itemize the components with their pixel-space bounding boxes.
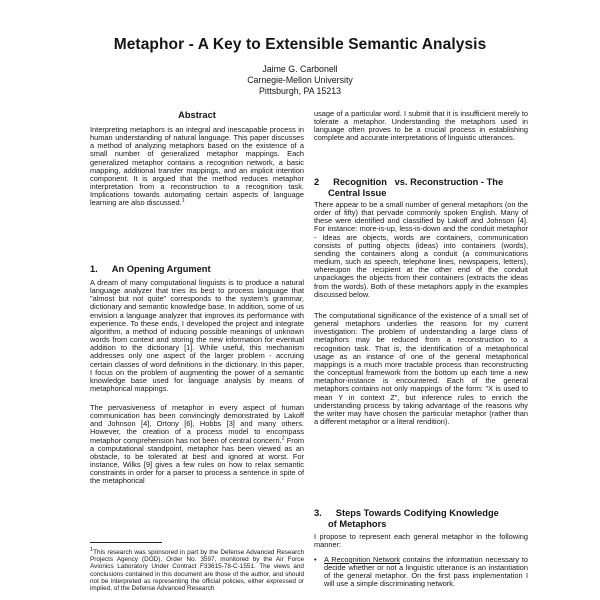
abstract-footnote-mark: 1 [181, 197, 185, 204]
section2-paragraph-1: There appear to be a small number of general metaphors (on the order of fifty) that pervade commonly spoken English. Many of these were identified and classified by Lakoff and Johnson [4]. For instance: more-is-up, less-is-down and the conduit metaphor - Ideas are objects, words are containers, communication consists of putting objects (ideas) into containers (words), sending the containers along a conduit (a communications medium, such as speech, telephone lines, newspapers, letters), whereupon the recipient at the other end of the conduit unpackages the objects from their containers (extracts the ideas from the words). Both of these metaphors apply in the examples discussed below. [314, 200, 528, 299]
bullet1-text: contains the information necessary to decide whether or not a linguistic utterance is an instantiation of the general metaphor. On the first pass implementation I will use a simple discriminating network. [324, 555, 528, 589]
author-block [0, 64, 600, 97]
abstract-heading: Abstract [178, 110, 216, 120]
section1-heading [90, 264, 304, 275]
author-affiliation: Carnegie-Mellon University [247, 75, 353, 85]
section2-title-c: Central Issue [328, 188, 387, 198]
footnote [90, 546, 304, 593]
footnote-text: This research was sponsored in part by the Defense Advanced Research Projects Agency (DOD), Order No. 3597, monitored by the Air Force Avionics Laboratory Under Contract F33615-78-C-1551. The views and conclusions contained in this document are those of the author, and should not be interpreted as representing the official policies, either expressed or implied, of the Defense Advanced Research [90, 549, 304, 593]
section2-paragraph-2: The computational significance of the existence of a small set of general metaphors underlies the reasons for my current investigation: The problem of understanding a large class of metaphors may be reduced from a reconstruction to a recognition task. That is, the identification of a metaphorical usage as an instance of one of the general metaphorical mappings is a much more tractable process than reconstructing the conceptual framework from the bottom up each time a new metaphor-instance is encountered. Each of the general metaphors contains not only mappings of the form: "X is used to mean Y in context Z", but inference rules to enrich the understanding process by taking advantage of the reasons why the writer may have chosen the particular metaphor (rather than a different metaphor or a literal rendition). [314, 311, 528, 427]
author-name: Jaime G. Carbonell [262, 64, 338, 74]
abstract-body: Interpreting metaphors is an integral and inescapable process in human understanding of natural language. This paper discusses a method of analyzing metaphors based on the existence of a small number of generalized metaphor mappings. Each generalized metaphor contains a recognition network, a basic mapping, additional transfer mappings, and an implicit intention component. It is argued that the method reduces metaphor interpretation from a reconstruction to a recognition task. Implications towards automating certain aspects of language learning are also discussed. [90, 125, 304, 208]
abstract-text [90, 126, 304, 208]
list-item [314, 555, 528, 589]
section1-paragraph-2 [90, 404, 304, 486]
section1-paragraph-2-a: The pervasiveness of metaphor in every aspect of human communication has been convincingly demonstrated by Lakoff and Johnson [4], Ortony [6], Hobbs [3] and many others. However, the creation of a process model to encompass metaphor comprehension has not been of central concern. [90, 403, 304, 445]
section1-footnote-mark: 2 [281, 435, 285, 442]
section3-title-a: Steps Towards Codifying Knowledge [335, 508, 499, 518]
section2-title-b: vs. Reconstruction - The [394, 177, 504, 187]
section2-title-a: Recognition [333, 177, 387, 187]
section1-title: An Opening Argument [111, 264, 211, 274]
footnote-mark: 1 [90, 546, 94, 553]
section3-intro: I propose to represent each general metaphor in the following manner: [314, 532, 528, 550]
section3-title-b: of Metaphors [328, 519, 387, 529]
section1-paragraph-2-b: From a computational standpoint, metaphor has been viewed as an obstacle, to be tolerated at best and ignored at worst. For instance, Wilks [9] gives a few rules on how to relax semantic constraints in order for a parser to process a sentence in spite of the metaphorical [90, 435, 305, 486]
section3-heading [314, 508, 528, 530]
section2-number: 2 [314, 177, 320, 187]
section2-heading [314, 177, 528, 199]
bullet1-term: A Recognition Network [324, 555, 401, 564]
section1-number: 1. [90, 264, 98, 274]
footnote-rule [90, 542, 162, 543]
continuation-paragraph: usage of a particular word. I submit that it is insufficient merely to tolerate a metaphor. Understanding the metaphors used in language often proves to be a crucial process in establishing complete and accurate interpretations of linguistic utterances. [314, 109, 528, 143]
section3-number: 3. [314, 508, 322, 518]
bullet-symbol: • [314, 555, 317, 564]
paper-title: Metaphor - A Key to Extensible Semantic Analysis [113, 36, 487, 53]
section1-paragraph-1: A dream of many computational linguists is to produce a natural language analyzer that tries its best to process language that "almost but not quite" corresponds to the system's grammar, dictionary and semantic knowledge base. In addition, some of us envision a language analyzer that improves its performance with experience. To these ends, I developed the project and integrate algorithm, a method of inducing possible meanings of unknown words from context and storing the new information for eventual addition to the dictionary [1]. While useful, this mechanism addresses only one aspect of the larger problem - accruing certain classes of word definitions in the dictionary. In this paper, I focus on the problem of augmenting the power of a semantic knowledge base used for language analysis by means of metaphorical mappings. [90, 278, 304, 394]
author-location: Pittsburgh, PA 15213 [259, 86, 341, 96]
